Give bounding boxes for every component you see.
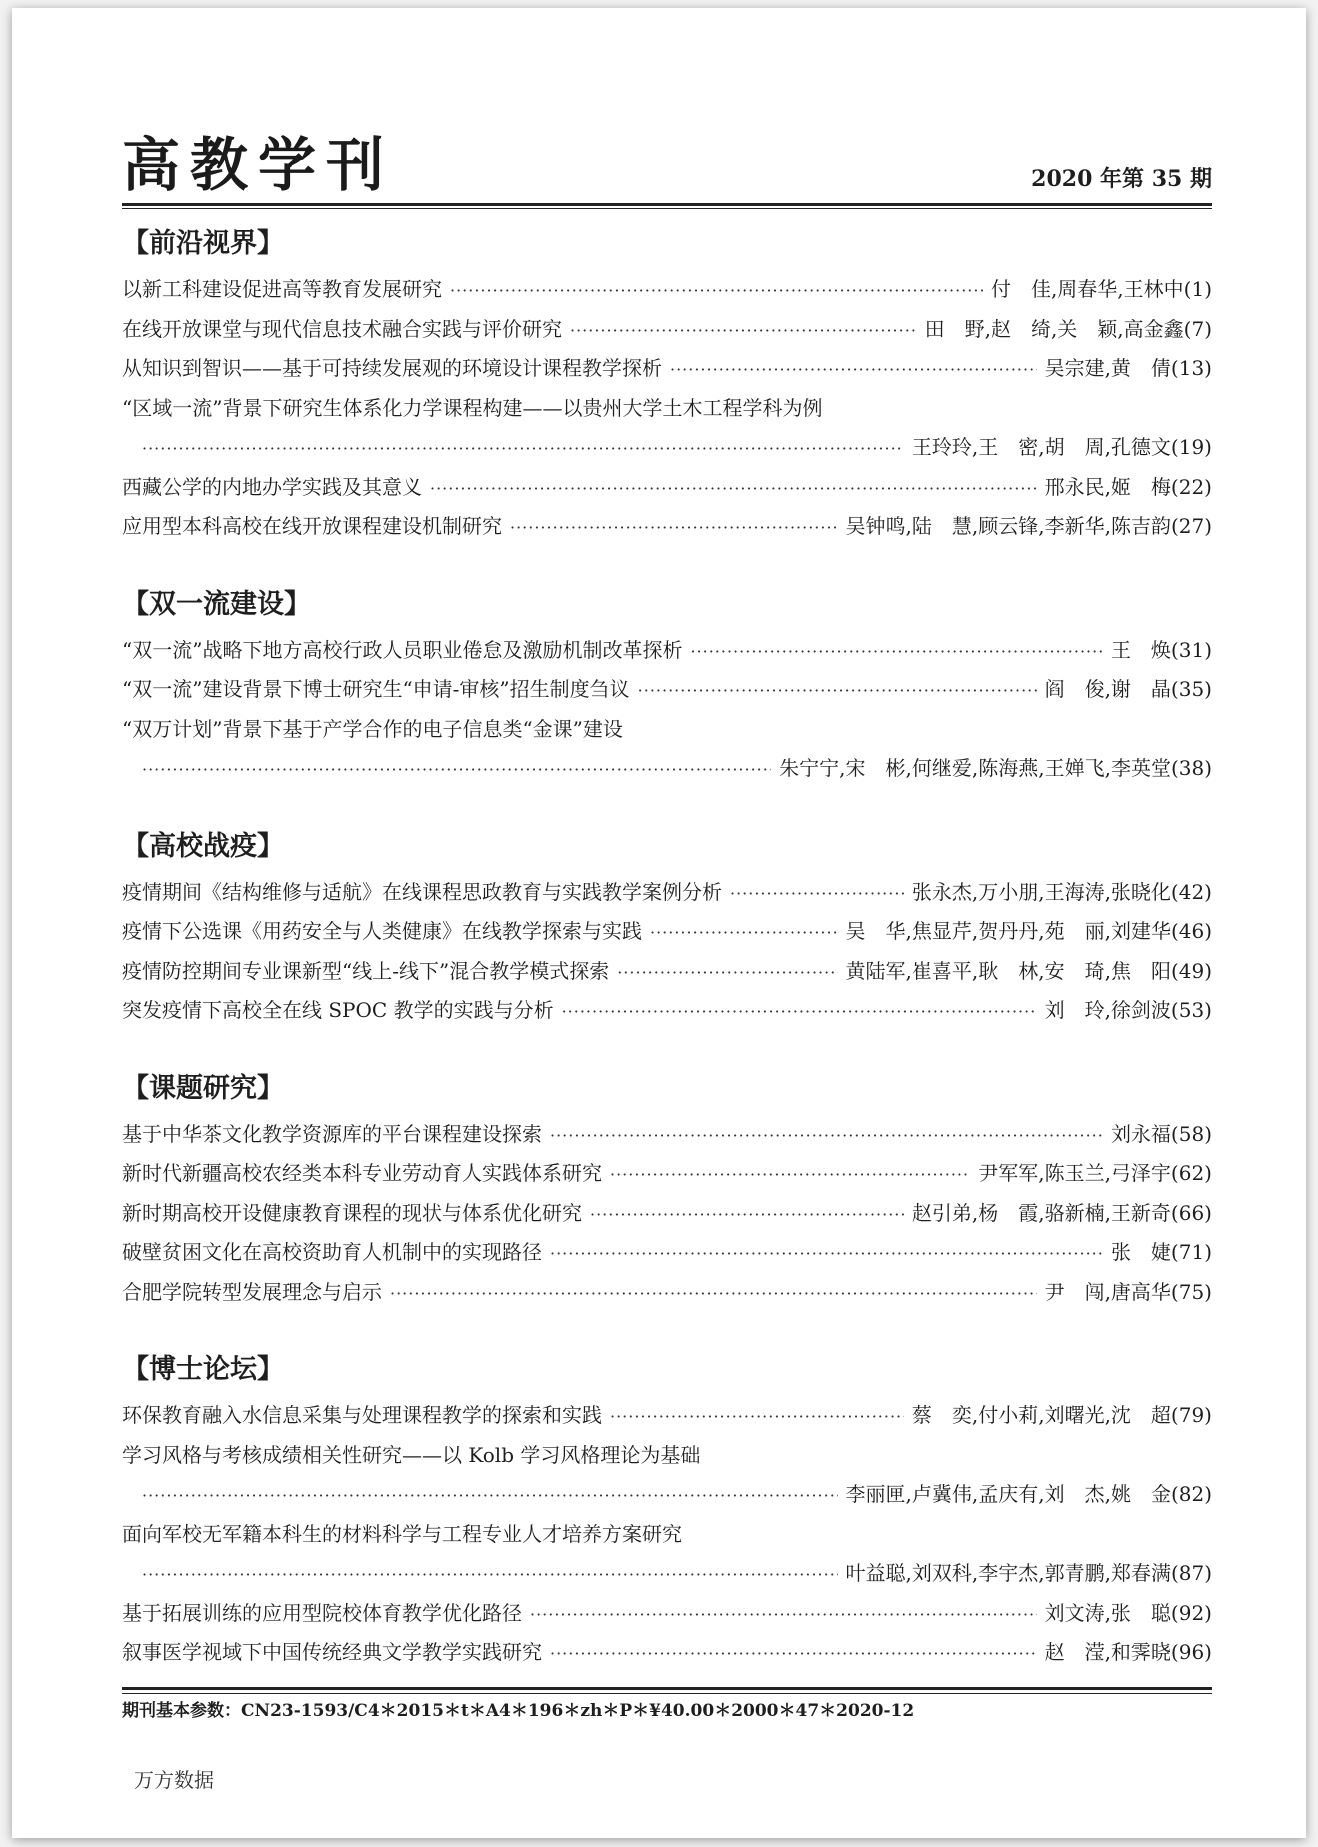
article-title: 面向军校无军籍本科生的材料科学与工程专业人才培养方案研究 <box>122 1521 682 1546</box>
toc-entry[interactable] <box>122 1515 1212 1594</box>
issue-number: 2020 年第 35 期 <box>1031 166 1212 192</box>
footer-rule-thin <box>122 1693 1212 1694</box>
toc-entry[interactable] <box>122 952 1212 992</box>
leader-dots <box>430 469 1037 509</box>
article-authors: 刘文涛,张 聪(92) <box>1044 1600 1212 1625</box>
article-authors: 赵引弟,杨 霞,骆新楠,王新奇(66) <box>911 1200 1212 1225</box>
article-title: 基于拓展训练的应用型院校体育教学优化路径 <box>122 1600 522 1625</box>
leader-dots <box>142 1555 838 1595</box>
article-authors: 王 焕(31) <box>1110 637 1212 662</box>
toc-entry[interactable] <box>122 991 1212 1031</box>
leader-dots <box>550 1634 1037 1674</box>
toc-section <box>122 825 1212 1031</box>
leader-dots <box>690 632 1102 672</box>
section-title: 【博士论坛】 <box>122 1354 284 1385</box>
article-title: 突发疫情下高校全在线 SPOC 教学的实践与分析 <box>122 998 554 1022</box>
section-title: 【课题研究】 <box>122 1072 284 1104</box>
article-authors: 黄陆军,崔喜平,耿 林,安 琦,焦 阳(49) <box>845 958 1212 983</box>
table-of-contents <box>122 222 1212 1709</box>
leader-dots <box>142 750 771 790</box>
article-title: 疫情下公选课《用药安全与人类健康》在线教学探索与实践 <box>122 919 642 943</box>
header-rule-thin <box>122 208 1212 209</box>
article-title: “双万计划”背景下基于产学合作的电子信息类“金课”建设 <box>122 716 623 741</box>
leader-dots <box>610 1155 970 1195</box>
toc-entry[interactable] <box>122 1154 1212 1194</box>
article-title: 破壁贫困文化在高校资助育人机制中的实现路径 <box>122 1240 542 1264</box>
toc-entry[interactable] <box>122 1594 1212 1634</box>
leader-dots <box>550 1116 1103 1156</box>
article-title: 合肥学院转型发展理念与启示 <box>122 1279 382 1304</box>
article-authors: 张永杰,万小朋,王海涛,张晓化(42) <box>911 879 1212 904</box>
article-title: “双一流”建设背景下博士研究生“申请-审核”招生制度刍议 <box>122 677 630 701</box>
article-title: “区域一流”背景下研究生体系化力学课程构建——以贵州大学土木工程学科为例 <box>122 395 823 420</box>
article-title: 从知识到智识——基于可持续发展观的环境设计课程教学探析 <box>122 356 662 380</box>
toc-section <box>122 1348 1212 1673</box>
article-authors: 李丽匣,卢冀伟,孟庆有,刘 杰,姚 金(82) <box>845 1482 1212 1506</box>
leader-dots <box>142 429 904 469</box>
leader-dots <box>390 1274 1037 1314</box>
toc-section <box>122 222 1212 547</box>
toc-entry[interactable] <box>122 349 1212 389</box>
leader-dots <box>570 311 917 351</box>
journal-title: 高教学刊 <box>122 131 395 199</box>
leader-dots <box>530 1595 1037 1635</box>
toc-entry[interactable] <box>122 631 1212 671</box>
leader-dots <box>590 1195 904 1235</box>
article-title: 叙事医学视域下中国传统经典文学教学实践研究 <box>122 1640 542 1664</box>
article-authors: 张 婕(71) <box>1110 1240 1212 1264</box>
leader-dots <box>450 271 983 311</box>
leader-dots <box>638 671 1037 711</box>
article-title: 在线开放课堂与现代信息技术融合实践与评价研究 <box>122 316 562 341</box>
article-authors: 吴宗建,黄 倩(13) <box>1044 356 1212 380</box>
leader-dots <box>142 1476 838 1516</box>
toc-entry[interactable] <box>122 389 1212 468</box>
section-title: 【前沿视界】 <box>122 228 284 259</box>
toc-section <box>122 1067 1212 1313</box>
article-title: 应用型本科高校在线开放课程建设机制研究 <box>122 514 502 538</box>
article-authors: 朱宁宁,宋 彬,何继爱,陈海燕,王婵飞,李英堂(38) <box>779 756 1212 780</box>
article-title: 以新工科建设促进高等教育发展研究 <box>122 277 442 301</box>
article-authors: 田 野,赵 绮,关 颖,高金鑫(7) <box>924 316 1212 341</box>
article-authors: 邢永民,姬 梅(22) <box>1044 474 1212 499</box>
toc-entry[interactable] <box>122 1436 1212 1515</box>
leader-dots <box>510 508 838 548</box>
section-title: 【双一流建设】 <box>122 588 311 620</box>
database-watermark: 万方数据 <box>134 1768 214 1792</box>
journal-parameters: 期刊基本参数：CN23-1593/C4＊2015＊t＊A4＊196＊zh＊P＊¥40.00＊2000＊47＊2020-12 <box>122 1701 915 1721</box>
article-authors: 尹 闯,唐高华(75) <box>1044 1279 1212 1304</box>
article-title: 西藏公学的内地办学实践及其意义 <box>122 474 422 499</box>
toc-entry[interactable] <box>122 873 1212 913</box>
article-title: 基于中华茶文化教学资源库的平台课程建设探索 <box>122 1121 542 1146</box>
masthead <box>122 130 1212 200</box>
article-authors: 刘永福(58) <box>1110 1121 1212 1146</box>
toc-entry[interactable] <box>122 1194 1212 1234</box>
article-authors: 吴 华,焦显芹,贺丹丹,苑 丽,刘建华(46) <box>845 919 1212 943</box>
toc-entry[interactable] <box>122 912 1212 952</box>
toc-entry[interactable] <box>122 670 1212 710</box>
leader-dots <box>562 992 1037 1032</box>
toc-entry[interactable] <box>122 1633 1212 1673</box>
article-authors: 蔡 奕,付小莉,刘曙光,沈 超(79) <box>911 1403 1212 1427</box>
header-rule-thick <box>122 203 1212 206</box>
toc-entry[interactable] <box>122 1233 1212 1273</box>
toc-entry[interactable] <box>122 507 1212 547</box>
toc-entry[interactable] <box>122 310 1212 350</box>
article-title: 新时代新疆高校农经类本科专业劳动育人实践体系研究 <box>122 1161 602 1185</box>
article-authors: 王玲玲,王 密,胡 周,孔德文(19) <box>911 435 1212 459</box>
article-authors: 吴钟鸣,陆 慧,顾云锋,李新华,陈吉韵(27) <box>845 514 1212 538</box>
article-title: 疫情期间《结构维修与适航》在线课程思政教育与实践教学案例分析 <box>122 879 722 904</box>
toc-entry[interactable] <box>122 710 1212 789</box>
leader-dots <box>550 1234 1103 1274</box>
leader-dots <box>730 874 904 914</box>
leader-dots <box>610 1397 904 1437</box>
article-authors: 刘 玲,徐剑波(53) <box>1044 998 1212 1022</box>
leader-dots <box>617 953 837 993</box>
article-authors: 叶益聪,刘双科,李宇杰,郭青鹏,郑春满(87) <box>845 1561 1212 1585</box>
article-title: “双一流”战略下地方高校行政人员职业倦怠及激励机制改革探析 <box>122 637 683 662</box>
toc-entry[interactable] <box>122 270 1212 310</box>
article-authors: 赵 滢,和霁晓(96) <box>1044 1640 1212 1664</box>
section-title: 【高校战疫】 <box>122 830 284 862</box>
toc-section <box>122 583 1212 789</box>
toc-entry[interactable] <box>122 468 1212 508</box>
article-authors: 阎 俊,谢 晶(35) <box>1044 677 1212 701</box>
article-authors: 付 佳,周春华,王林中(1) <box>990 277 1212 301</box>
leader-dots <box>650 913 838 953</box>
article-title: 疫情防控期间专业课新型“线上-线下”混合教学模式探索 <box>122 958 610 983</box>
article-authors: 尹军军,陈玉兰,弓泽宇(62) <box>978 1161 1212 1185</box>
footer-rule-thick <box>122 1687 1212 1690</box>
leader-dots <box>670 350 1037 390</box>
toc-entry[interactable] <box>122 1273 1212 1313</box>
article-title: 学习风格与考核成绩相关性研究——以 Kolb 学习风格理论为基础 <box>122 1442 701 1467</box>
article-title: 环保教育融入水信息采集与处理课程教学的探索和实践 <box>122 1403 602 1427</box>
toc-entry[interactable] <box>122 1115 1212 1155</box>
article-title: 新时期高校开设健康教育课程的现状与体系优化研究 <box>122 1200 582 1225</box>
toc-entry[interactable] <box>122 1396 1212 1436</box>
